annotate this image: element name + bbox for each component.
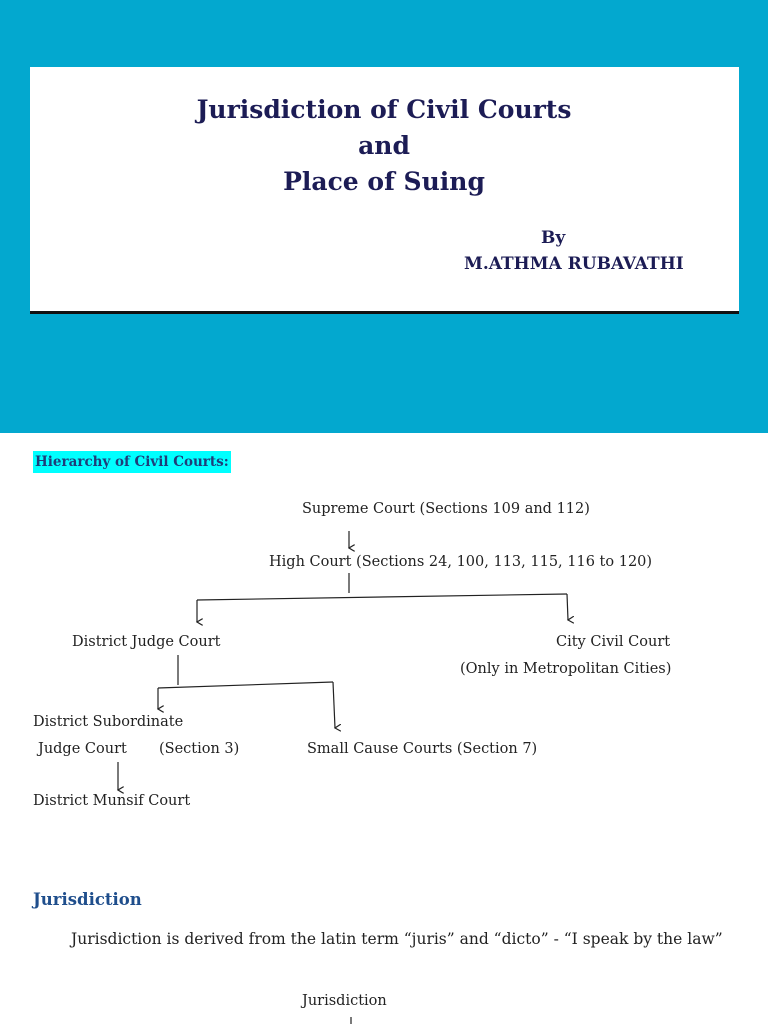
small-cause-node: Small Cause Courts (Section 7) (307, 741, 538, 757)
subordinate-section: (Section 3) (159, 741, 240, 757)
hierarchy-heading: Hierarchy of Civil Courts: (33, 451, 231, 473)
supreme-court-node: Supreme Court (Sections 109 and 112) (302, 501, 590, 517)
author-name: M.ATHMA RUBAVATHI (464, 254, 684, 274)
by-label: By (541, 228, 566, 248)
city-civil-note: (Only in Metropolitan Cities) (460, 661, 672, 677)
high-court-node: High Court (Sections 24, 100, 113, 115, 116 to 120) (269, 554, 653, 570)
document-title-line-2: and (358, 131, 410, 160)
document-title-line-3: Place of Suing (283, 167, 485, 196)
city-civil-node: City Civil Court (556, 634, 671, 650)
subordinate-node-line-1: District Subordinate (33, 714, 184, 730)
district-judge-node: District Judge Court (72, 634, 221, 650)
subordinate-node-line-2: Judge Court (38, 741, 127, 757)
jurisdiction-paragraph: Jurisdiction is derived from the latin term “juris” and “dicto” - “I speak by the law” (71, 930, 723, 948)
arrow-to-small-cause (333, 682, 335, 728)
document-title-line-1: Jurisdiction of Civil Courts (196, 95, 572, 124)
line-high-branch (197, 594, 567, 600)
munsif-node: District Munsif Court (33, 793, 191, 809)
line-district-branch (158, 682, 333, 688)
jurisdiction-root-node: Jurisdiction (302, 993, 387, 1009)
jurisdiction-heading: Jurisdiction (33, 890, 142, 909)
arrow-to-city-civil (567, 594, 568, 620)
